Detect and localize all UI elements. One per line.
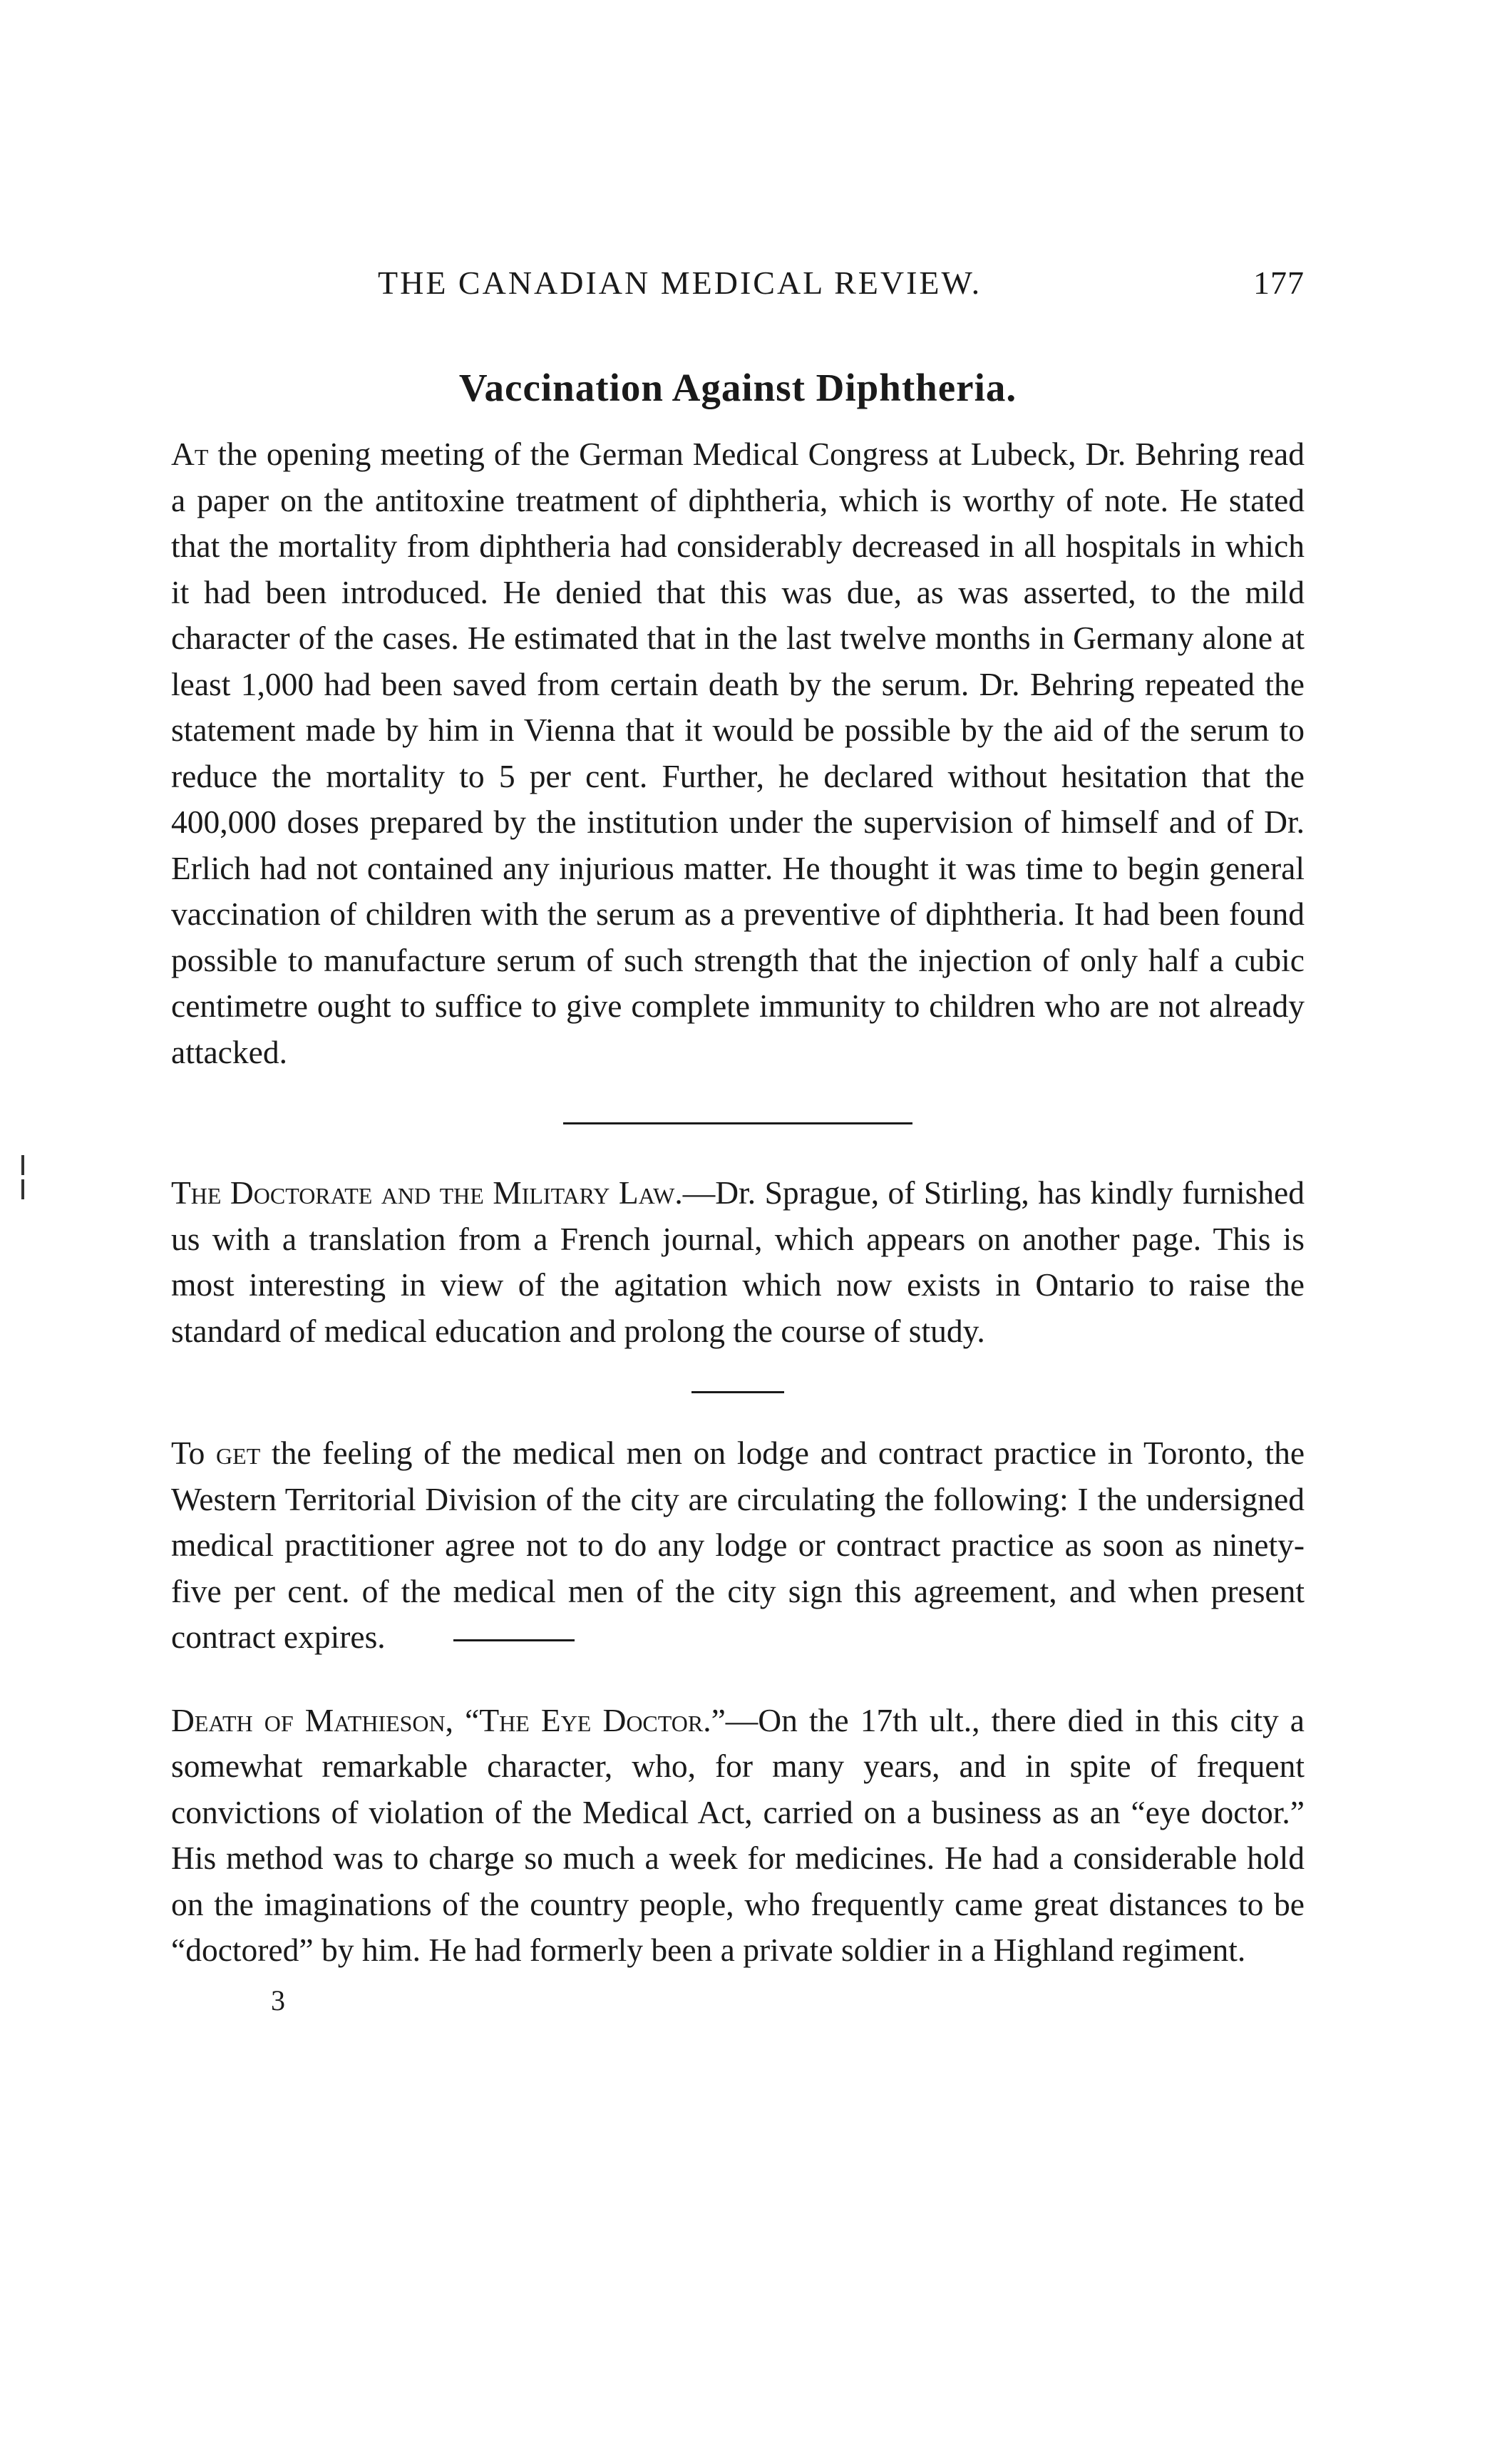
signature-mark: 3 xyxy=(271,1984,285,2016)
section-divider xyxy=(563,1122,912,1124)
page-number: 177 xyxy=(1253,265,1305,301)
section-divider xyxy=(691,1391,784,1393)
article-vaccination-body xyxy=(171,431,1305,1075)
paragraph-text: the opening meeting of the German Medical Congress at Lubeck, Dr. Behring read a paper on the antitoxine treatment of diphtheria, which is worthy of note. He stated that the mortality from diphtheria had considerably decreased in all hospitals in which it had been introduced. He denied that this was due, as was asserted, to the mild character of the cases. He estimated that in the last twelve months in Germany alone at least 1,000 had been saved from certain death by the serum. Dr. Behring repeated the statement made by him in Vienna that it would be possible by the aid of the serum to reduce the mortality to 5 per cent. Further, he declared without hesitation that the 400,000 doses prepared by the institution under the supervision of himself and of Dr. Erlich had not contained any injurious matter. He thought it was time to begin general vaccination of children with the serum as a preventive of diphtheria. It had been found possible to manufacture serum of such strength that the injection of only half a cubic centimetre ought to suffice to give complete immunity to children who are not already attacked. xyxy=(171,436,1305,1070)
section-divider xyxy=(453,1639,575,1641)
page xyxy=(171,264,1305,2017)
journal-title: THE CANADIAN MEDICAL REVIEW. xyxy=(378,265,982,301)
lead-in: At xyxy=(171,436,209,472)
lead-in: Death of Mathieson, “The Eye Doctor.” xyxy=(171,1701,726,1738)
margin-mark xyxy=(21,1179,24,1199)
article-lodge-practice-body xyxy=(171,1430,1305,1661)
lead-in: The Doctorate and the Military Law. xyxy=(171,1174,683,1211)
margin-marks xyxy=(21,1155,26,1204)
paragraph-text: —On the 17th ult., there died in this city a somewhat remarkable character, who, for many years, and in spite of frequent convictions of violation of the Medical Act, carried on a business as an “eye doctor.” His method was to charge so much a week for medicines. He had a considerable hold on the imaginations of the country people, who frequently came great distances to be “doctored” by him. He had formerly been a private soldier in a Highland regiment. xyxy=(171,1701,1305,1968)
lead-in-first: To xyxy=(171,1435,205,1471)
article-mathieson-body xyxy=(171,1698,1305,1974)
article-title: Vaccination Against Diphtheria. xyxy=(458,366,1017,409)
spacer xyxy=(171,1661,1305,1698)
margin-mark xyxy=(21,1155,24,1175)
running-head xyxy=(171,264,1305,314)
paragraph-text: —Dr. Sprague, of Stirling, has kindly furnished us with a translation from a French journal, which appears on another page. This is most interesting in view of the agitation which now exists in Ontario to raise the standard of medical education and prolong the course of study. xyxy=(171,1174,1305,1349)
paragraph-text: the feeling of the medical men on lodge and contract practice in Toronto, the Western Territorial Division of the city are circulating the following: I the undersigned medical practitioner agree not to do any lodge or contract practice as soon as ninety-five per cent. of the medical men of the city sign this agreement, and when present contract expires. xyxy=(171,1435,1305,1655)
lead-in-rest: get xyxy=(216,1435,261,1471)
article-doctorate-body xyxy=(171,1170,1305,1354)
